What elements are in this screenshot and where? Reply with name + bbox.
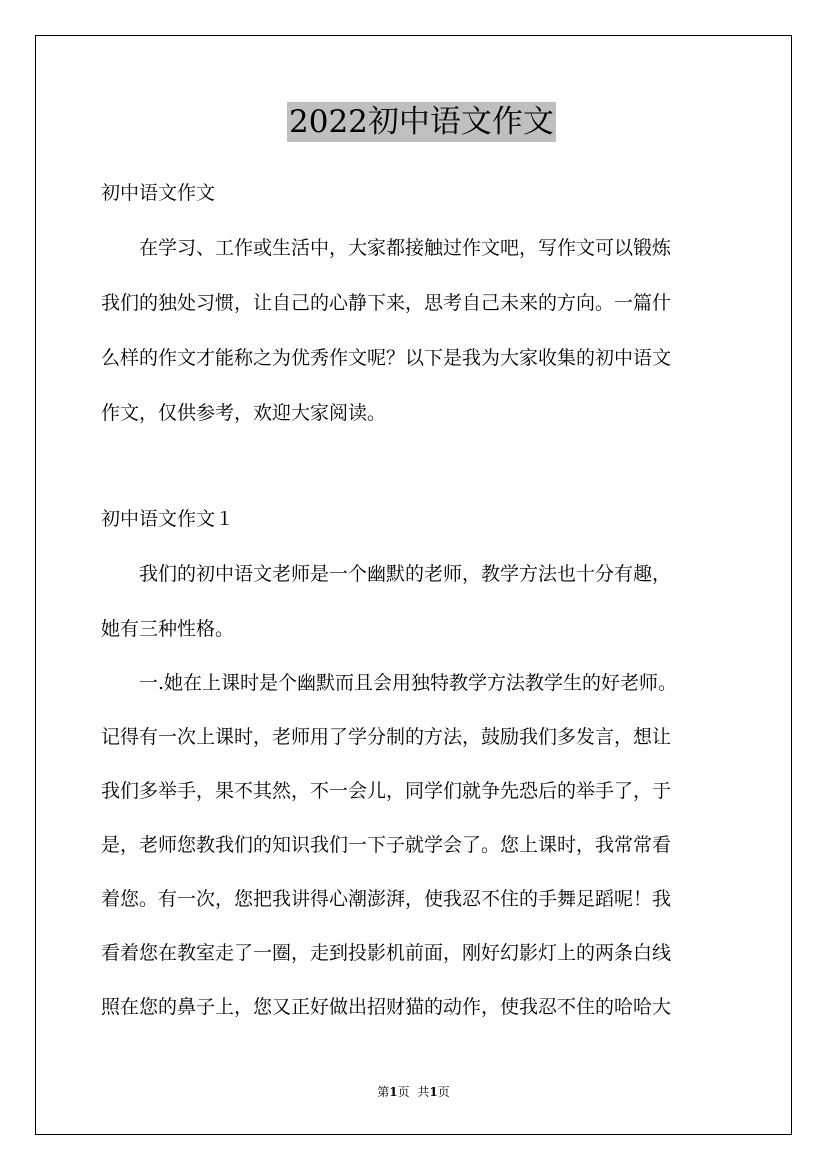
text-line: 她有三种性格。: [101, 618, 235, 640]
page-footer: [0, 1084, 827, 1100]
text-line: 初中语文作文: [101, 182, 216, 204]
text-line: 记得有一次上课时，老师用了学分制的方法，鼓励我们多发言，想让: [101, 726, 672, 748]
text-line: 么样的作文才能称之为优秀作文呢？以下是我为大家收集的初中语文: [101, 347, 672, 369]
text-line: 着您。有一次，您把我讲得心潮澎湃，使我忍不住的手舞足蹈呢！我: [101, 888, 672, 910]
text-line: 我们多举手，果不其然，不一会儿，同学们就争先恐后的举手了，于: [101, 780, 672, 802]
page-unit: 页: [397, 1085, 410, 1099]
text-line: 我们的独处习惯，让自己的心静下来，思考自己未来的方向。一篇什: [101, 292, 672, 314]
page-prefix: 第: [377, 1085, 390, 1099]
text-line: 作文，仅供参考，欢迎大家阅读。: [101, 402, 387, 424]
text-line: 初中语文作文１: [101, 508, 235, 530]
text-line: 在学习、工作或生活中，大家都接触过作文吧，写作文可以锻炼: [101, 237, 672, 259]
total-prefix: 共: [417, 1085, 430, 1099]
page-total: 1: [429, 1085, 438, 1099]
text-line: 照在您的鼻子上，您又正好做出招财猫的动作，使我忍不住的哈哈大: [101, 996, 672, 1018]
document-title: 2022初中语文作文: [289, 104, 554, 140]
text-line: 一.她在上课时是个幽默而且会用独特教学方法教学生的好老师。: [101, 672, 678, 694]
text-line: 是，老师您教我们的知识我们一下子就学会了。您上课时，我常常看: [101, 834, 672, 856]
text-line: 我们的初中语文老师是一个幽默的老师，教学方法也十分有趣，: [101, 563, 672, 585]
page-current: 1: [389, 1085, 398, 1099]
total-unit: 页: [437, 1085, 450, 1099]
text-line: 看着您在教室走了一圈，走到投影机前面，刚好幻影灯上的两条白线: [101, 942, 672, 964]
